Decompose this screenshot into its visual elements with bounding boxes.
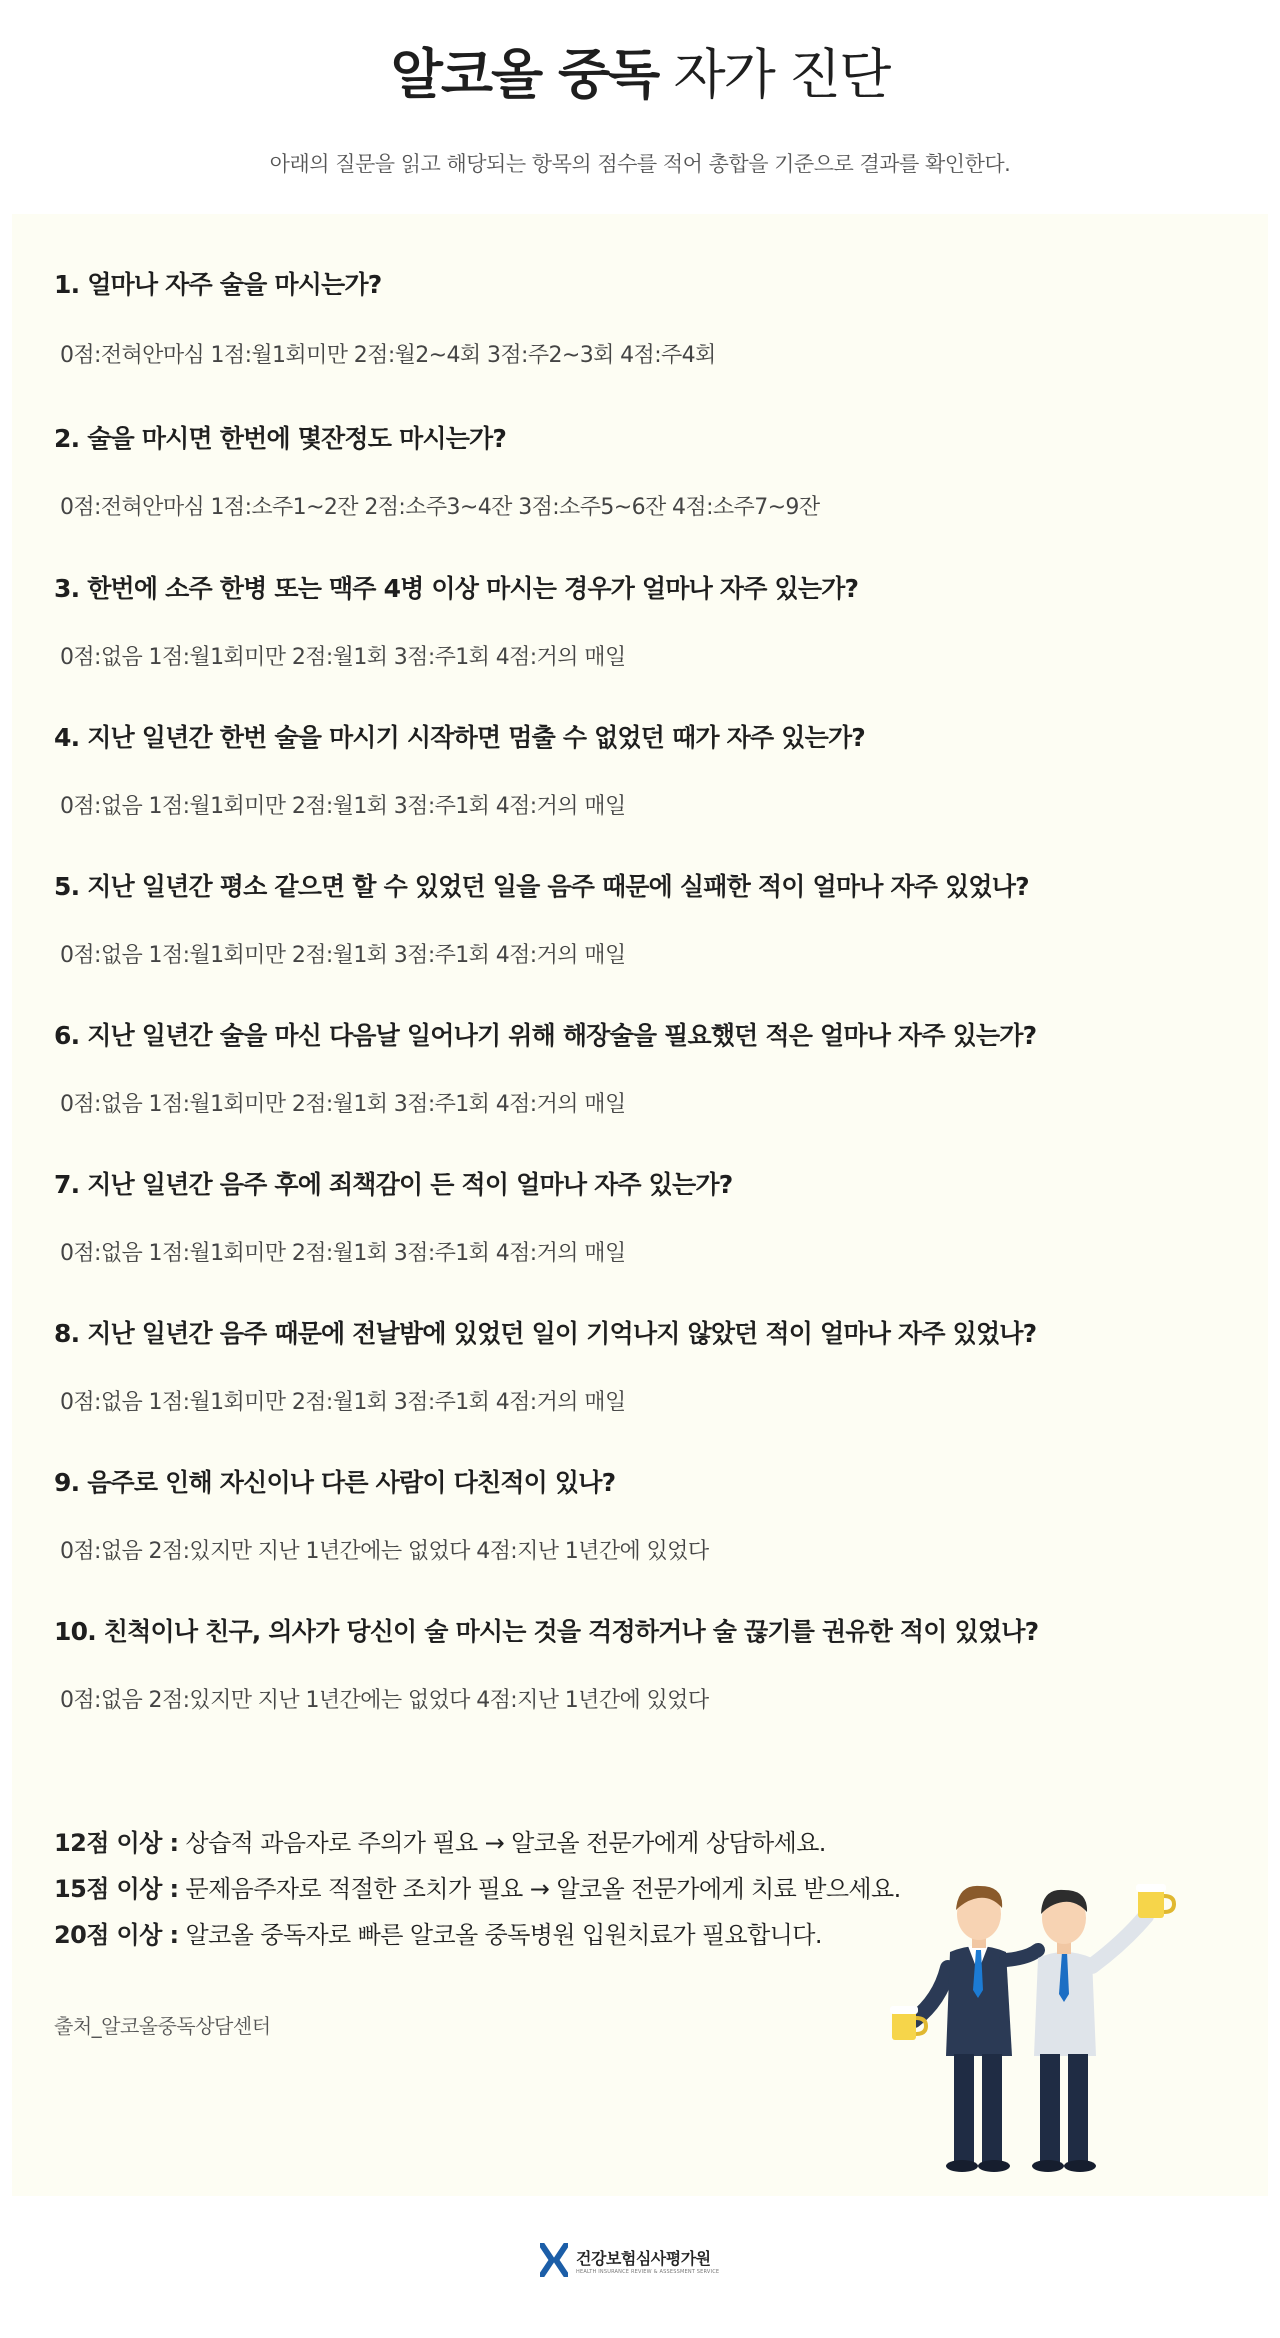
answer-options-5: 0점:없음 1점:월1회미만 2점:월1회 3점:주1회 4점:거의 매일 (60, 943, 626, 968)
result-20-threshold: 20점 이상 : (54, 1921, 179, 1949)
answer-options-7: 0점:없음 1점:월1회미만 2점:월1회 3점:주1회 4점:거의 매일 (60, 1241, 626, 1266)
question-9: 9. 음주로 인해 자신이나 다른 사람이 다친적이 있나? (54, 1468, 616, 1497)
source-note: 출처_알코올중독상담센터 (54, 2014, 271, 2038)
answer-options-6: 0점:없음 1점:월1회미만 2점:월1회 3점:주1회 4점:거의 매일 (60, 1092, 626, 1117)
title-bold: 알코올 중독 (390, 43, 659, 106)
beer-mug-right-icon (1138, 1888, 1164, 1918)
result-12-threshold: 12점 이상 : (54, 1829, 179, 1857)
page-subtitle: 아래의 질문을 읽고 해당되는 항목의 점수를 적어 총합을 기준으로 결과를 확인한다. (269, 152, 1011, 176)
beer-mug-left-icon (892, 2010, 916, 2040)
question-2: 2. 술을 마시면 한번에 몇잔정도 마시는가? (54, 424, 507, 453)
answer-options-4: 0점:없음 1점:월1회미만 2점:월1회 3점:주1회 4점:거의 매일 (60, 794, 626, 819)
question-5: 5. 지난 일년간 평소 같으면 할 수 있었던 일을 음주 때문에 실패한 적이 얼마나 자주 있었나? (54, 872, 1029, 901)
question-1: 1. 얼마나 자주 술을 마시는가? (54, 270, 382, 299)
answer-options-1: 0점:전혀안마심 1점:월1회미만 2점:월2~4회 3점:주2~3회 4점:주4회 (60, 343, 716, 368)
result-12-text: 상습적 과음자로 주의가 필요 → 알코올 전문가에게 상담하세요. (178, 1829, 826, 1857)
question-10: 10. 친척이나 친구, 의사가 당신이 술 마시는 것을 걱정하거나 술 끊기를 권유한 적이 있었나? (54, 1617, 1039, 1646)
hira-logo (540, 2238, 719, 2282)
title-light: 자가 진단 (673, 43, 890, 106)
question-3: 3. 한번에 소주 한병 또는 맥주 4병 이상 마시는 경우가 얼마나 자주 있는가? (54, 574, 859, 603)
question-7: 7. 지난 일년간 음주 후에 죄책감이 든 적이 얼마나 자주 있는가? (54, 1170, 733, 1199)
result-20-text: 알코올 중독자로 빠른 알코올 중독병원 입원치료가 필요합니다. (178, 1921, 822, 1949)
men-toasting-illustration (888, 1880, 1228, 2190)
result-12 (54, 1823, 826, 1858)
answer-options-8: 0점:없음 1점:월1회미만 2점:월1회 3점:주1회 4점:거의 매일 (60, 1390, 626, 1415)
logo-subtitle: HEALTH INSURANCE REVIEW & ASSESSMENT SERVICE (576, 2268, 720, 2275)
question-6: 6. 지난 일년간 술을 마신 다음날 일어나기 위해 해장술을 필요했던 적은 얼마나 자주 있는가? (54, 1021, 1037, 1050)
result-15 (54, 1869, 901, 1904)
hira-logo-icon (540, 2243, 568, 2277)
result-20 (54, 1915, 822, 1950)
result-15-threshold: 15점 이상 : (54, 1875, 179, 1903)
man-right (1032, 1884, 1174, 2172)
question-8: 8. 지난 일년간 음주 때문에 전날밤에 있었던 일이 기억나지 않았던 적이 얼마나 자주 있었나? (54, 1319, 1037, 1348)
page-title (0, 32, 1280, 109)
answer-options-3: 0점:없음 1점:월1회미만 2점:월1회 3점:주1회 4점:거의 매일 (60, 645, 626, 670)
man-left (890, 1886, 1038, 2172)
answer-options-9: 0점:없음 2점:있지만 지난 1년간에는 없었다 4점:지난 1년간에 있었다 (60, 1539, 709, 1564)
answer-options-2: 0점:전혀안마심 1점:소주1~2잔 2점:소주3~4잔 3점:소주5~6잔 4점:소주7~9잔 (60, 495, 820, 520)
logo-name: 건강보험심사평가원 (576, 2248, 711, 2268)
result-15-text: 문제음주자로 적절한 조치가 필요 → 알코올 전문가에게 치료 받으세요. (178, 1875, 901, 1903)
answer-options-10: 0점:없음 2점:있지만 지난 1년간에는 없었다 4점:지난 1년간에 있었다 (60, 1688, 709, 1713)
question-4: 4. 지난 일년간 한번 술을 마시기 시작하면 멈출 수 없었던 때가 자주 있는가? (54, 723, 865, 752)
